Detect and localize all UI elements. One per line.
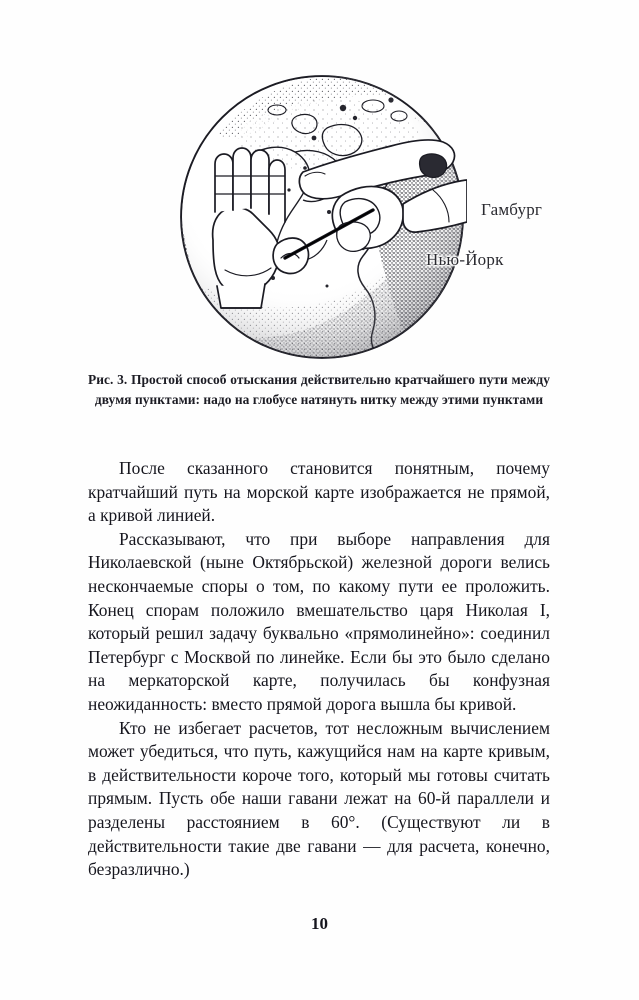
figure-illustration — [0, 52, 639, 372]
figure-caption: Рис. 3. Простой способ отыскания действительно кратчайшего пути между двумя пунктами: надо на глобусе натянуть нитку между этими пунктами — [88, 372, 550, 407]
globe-drawing — [177, 72, 467, 362]
paragraph: Кто не избегает расчетов, тот несложным вычислением может убедиться, что путь, кажущийся нам на карте кривым, в действительности короче того, который мы готовы считать прямым. Пусть обе наши гавани лежат на 60-й параллели и разделены расстоянием в 60°. (Существуют ли в действительности такие две гавани — для расчета, конечно, безразлично.) — [88, 717, 550, 880]
body-text — [88, 457, 550, 882]
city-label-hamburg: Гамбург — [481, 200, 543, 219]
paragraph: После сказанного становится понятным, почему кратчайший путь на морской карте изображается не прямой, а кривой линией. — [88, 458, 550, 526]
globe-illustration — [177, 72, 543, 362]
page-number: 10 — [311, 914, 328, 933]
city-label-newyork: Нью-Йорк — [426, 250, 504, 269]
paragraph: Рассказывают, что при выборе направления для Николаевской (ныне Октябрьской) железной дороги велись нескончаемые споры о том, по какому пути ее проложить. Конец спорам положило вмешательство царя Николая I, который решил задачу буквально «прямолинейно»: соединил Петербург с Москвой по линейке. Если бы это было сделано на меркаторской карте, получилась бы конфузная неожиданность: вместо прямой дорога вышла бы кривой. — [88, 528, 550, 714]
